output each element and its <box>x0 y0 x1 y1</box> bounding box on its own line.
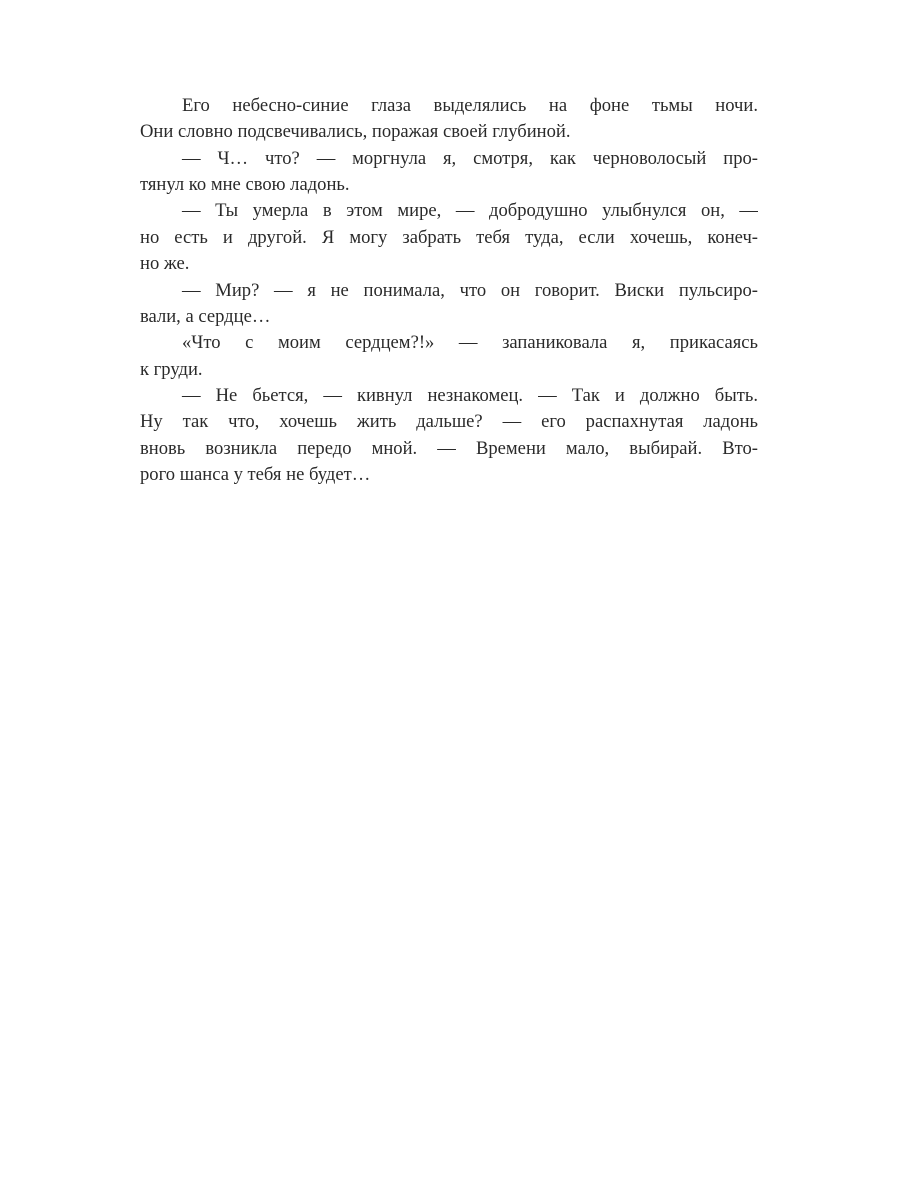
text-line: Его небесно-синие глаза выделялись на фоне тьмы ночи. <box>182 95 758 116</box>
text-line: — Ты умерла в этом мире, — добродушно улыбнулся он, — <box>182 200 758 222</box>
text-line: вали, а сердце… <box>140 305 271 327</box>
text-line: к груди. <box>140 358 203 380</box>
text-line: — Не бьется, — кивнул незнакомец. — Так и должно быть. <box>182 384 758 406</box>
text-line: Они словно подсвечивались, поражая своей глубиной. <box>140 121 571 143</box>
text-line: рого шанса у тебя не будет… <box>140 464 371 486</box>
text-line: «Что с моим сердцем?!» — запаниковала я, прикасаясь <box>182 332 758 354</box>
page-body-text <box>140 93 758 488</box>
text-line: тянул ко мне свою ладонь. <box>140 174 350 196</box>
text-line: но же. <box>140 253 190 275</box>
text-line: — Мир? — я не понимала, что он говорит. Виски пульсиро- <box>182 279 758 301</box>
text-line: вновь возникла передо мной. — Времени мало, выбирай. Вто- <box>140 437 758 459</box>
text-line: Ну так что, хочешь жить дальше? — его распахнутая ладонь <box>140 411 758 433</box>
text-line: — Ч… что? — моргнула я, смотря, как черноволосый про- <box>182 147 758 169</box>
text-line: но есть и другой. Я могу забрать тебя туда, если хочешь, конеч- <box>140 226 758 248</box>
